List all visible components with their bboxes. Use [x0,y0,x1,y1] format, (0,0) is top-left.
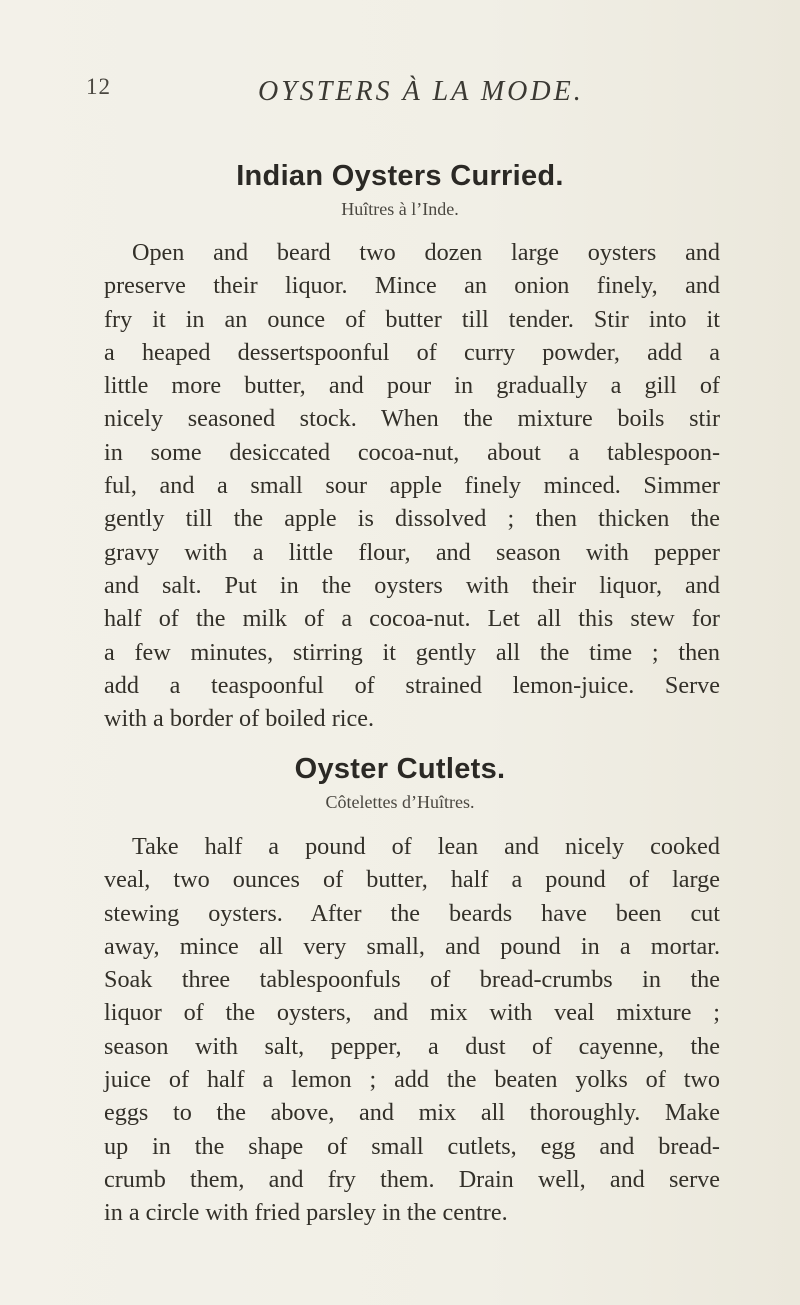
text-line: ful, and a small sour apple finely minced. Simmer [104,472,720,500]
page-number: 12 [86,74,111,99]
text-line: away, mince all very small, and pound in a mortar. [104,932,720,960]
text-line: little more butter, and pour in gradually a gill of [104,372,720,400]
recipe-title-oyster-cutlets: Oyster Cutlets. [294,753,506,785]
running-title: OYSTERS À LA MODE. [258,76,584,107]
text-line: juice of half a lemon ; add the beaten yolks of two [104,1066,720,1094]
text-line: Take half a pound of lean and nicely cooked [132,833,720,860]
text-line: season with salt, pepper, a dust of cayenne, the [104,1032,720,1060]
recipe-body-indian-oysters-curried [104,236,720,735]
text-line: half of the milk of a cocoa-nut. Let all this stew for [104,605,720,633]
text-line: and salt. Put in the oysters with their liquor, and [104,571,720,599]
text-line: in some desiccated cocoa-nut, about a tablespoon- [104,438,720,466]
text-line: gravy with a little flour, and season with pepper [104,538,720,566]
page-header [86,74,726,114]
recipe-subtitle-huitres-a-linde: Huîtres à l’Inde. [341,199,459,219]
text-line: up in the shape of small cutlets, egg and bread- [104,1132,720,1160]
text-line: liquor of the oysters, and mix with veal mixture ; [104,999,720,1027]
recipe-subtitle-cotelettes-dhuitres: Côtelettes d’Huîtres. [325,792,475,812]
text-line: a few minutes, stirring it gently all the time ; then [104,638,720,666]
text-line: fry it in an ounce of butter till tender. Stir into it [104,305,720,333]
text-line: veal, two ounces of butter, half a pound of large [104,866,720,894]
text-line: a heaped dessertspoonful of curry powder, add a [104,338,720,366]
text-line: with a border of boiled rice. [104,705,374,733]
text-line: stewing oysters. After the beards have been cut [104,899,720,927]
text-line: in a circle with fried parsley in the centre. [104,1199,508,1227]
recipe-title-indian-oysters-curried: Indian Oysters Curried. [236,160,564,192]
text-line: eggs to the above, and mix all thoroughly. Make [104,1099,720,1127]
text-line: Soak three tablespoonfuls of bread-crumbs in the [104,966,720,994]
text-line: add a teaspoonful of strained lemon-juice. Serve [104,671,720,699]
text-line: gently till the apple is dissolved ; then thicken the [104,505,720,533]
text-line: Open and beard two dozen large oysters and [132,239,720,266]
text-line: nicely seasoned stock. When the mixture boils stir [104,405,720,433]
text-line: preserve their liquor. Mince an onion finely, and [104,272,720,300]
recipe-body-oyster-cutlets [104,830,720,1230]
text-line: crumb them, and fry them. Drain well, and serve [104,1165,720,1193]
